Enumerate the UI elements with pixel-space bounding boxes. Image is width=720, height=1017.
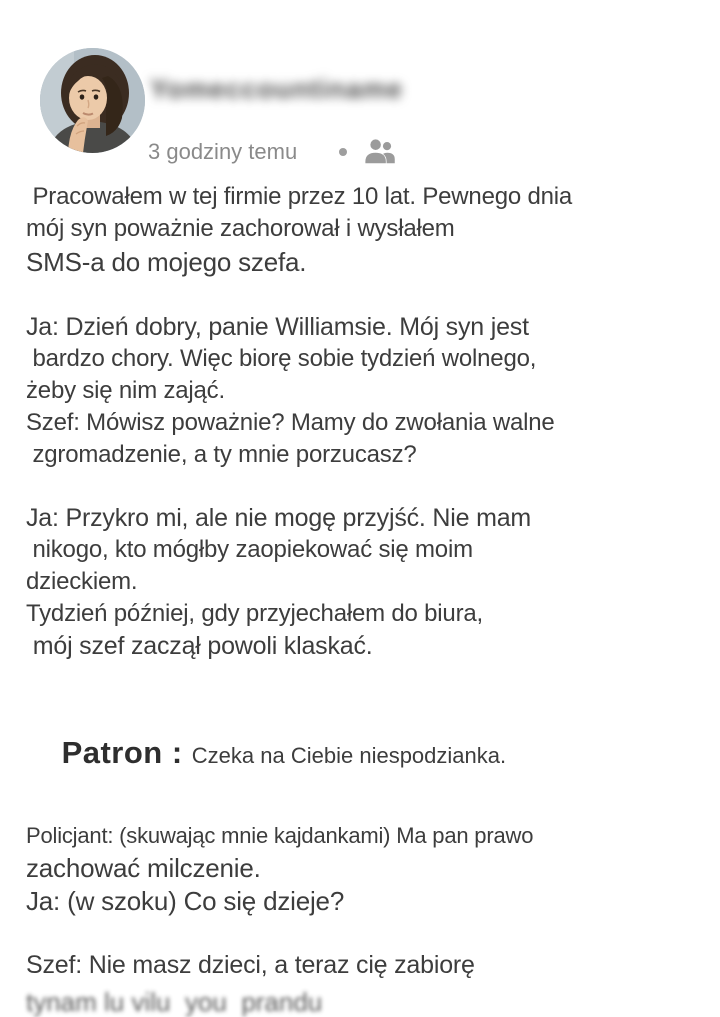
post-line: Ja: (w szoku) Co się dzieje? xyxy=(26,886,345,916)
meta-dot xyxy=(339,148,347,156)
username-blurred[interactable]: Yomeccountiname xyxy=(150,74,404,104)
paragraph xyxy=(26,311,696,471)
post-line: zachować milczenie. xyxy=(26,853,261,883)
post-line: mój szef zaczął powoli klaskać. xyxy=(26,632,373,660)
post-line: Ja: Dzień dobry, panie Williamsie. Mój syn jest xyxy=(26,313,529,341)
paragraph xyxy=(26,502,696,662)
post-line: Szef: Mówisz poważnie? Mamy do zwołania walne xyxy=(26,409,555,436)
post-line: mój syn poważnie zachorował i wysłałem xyxy=(26,215,455,242)
cutoff-line: tynam lu vilu you prandu xyxy=(26,987,323,1017)
post-line: zgromadzenie, a ty mnie porzucasz? xyxy=(26,441,417,468)
post-line: Tydzień później, gdy przyjechałem do biura, xyxy=(26,600,483,627)
paragraph xyxy=(26,181,696,280)
paragraph xyxy=(26,693,696,918)
post-meta xyxy=(148,137,399,167)
patron-text: Czeka na Ciebie niespodzianka. xyxy=(191,743,507,768)
post-line: Szef: Nie masz dzieci, a teraz cię zabiorę xyxy=(26,951,475,979)
friends-icon xyxy=(361,137,399,167)
post-line: Ja: Przykro mi, ale nie mogę przyjść. Nie mam xyxy=(26,504,532,532)
post-line: SMS-a do mojego szefa. xyxy=(26,247,307,277)
paragraph xyxy=(26,949,696,1017)
post-line xyxy=(26,693,696,819)
post-line: bardzo chory. Więc biorę sobie tydzień wolnego, xyxy=(26,345,537,372)
post-line: nikogo, kto mógłby zaopiekować się moim xyxy=(26,536,473,563)
post-line: żeby się nim zająć. xyxy=(26,377,225,404)
post-line: dzieckiem. xyxy=(26,568,138,595)
patron-label: Patron : xyxy=(61,735,192,770)
post-line: Policjant: (skuwając mnie kajdankami) Ma pan prawo xyxy=(26,823,534,848)
timestamp[interactable]: 3 godziny temu xyxy=(148,139,298,164)
post-body xyxy=(26,181,696,1017)
avatar[interactable] xyxy=(40,48,145,153)
avatar-illustration xyxy=(40,48,145,153)
post-line: Pracowałem w tej firmie przez 10 lat. Pewnego dnia xyxy=(26,183,573,210)
